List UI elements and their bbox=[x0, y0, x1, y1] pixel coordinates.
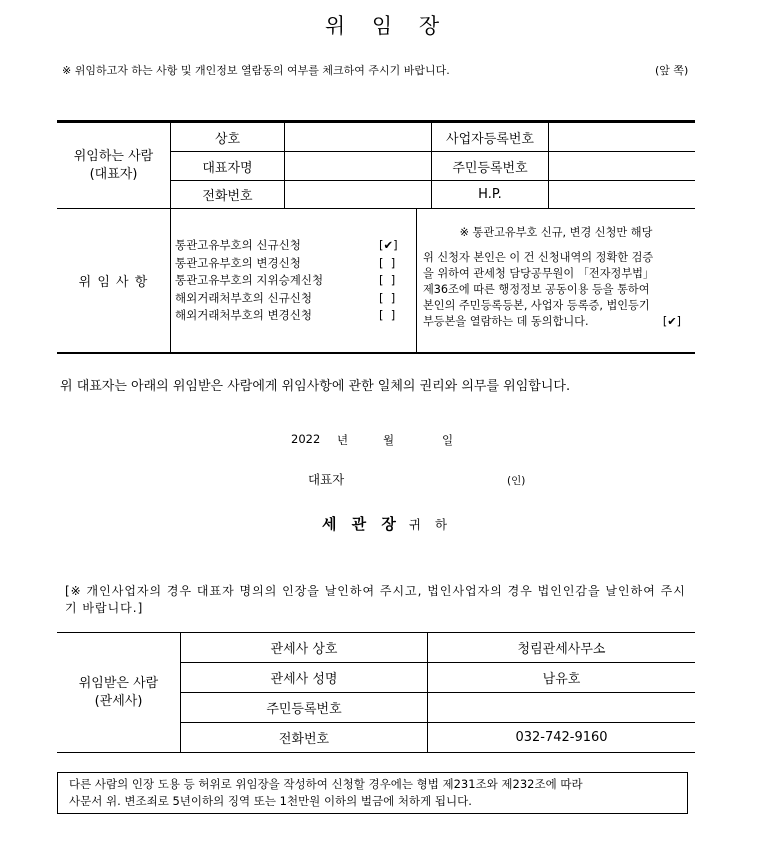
delegation-item[interactable] bbox=[175, 272, 405, 290]
delegate-label-line2: (관세사) bbox=[94, 693, 143, 709]
delegate-table bbox=[57, 632, 695, 754]
delegate-group-label bbox=[57, 633, 180, 752]
business-reg-no-label: 사업자등록번호 bbox=[446, 131, 534, 147]
item-label: 통관고유부호의 지위승계신청 bbox=[175, 273, 324, 287]
date-year[interactable]: 2022 bbox=[291, 432, 321, 446]
broker-phone-label: 전화번호 bbox=[278, 732, 330, 747]
date-day-unit: 일 bbox=[442, 433, 454, 447]
broker-resident-no-label: 주민등록번호 bbox=[266, 702, 342, 717]
item-label: 해외거래처부호의 변경신청 bbox=[175, 308, 312, 322]
broker-phone-value[interactable]: 032-742-9160 bbox=[515, 730, 608, 745]
item-checkbox[interactable]: [ ] bbox=[379, 308, 396, 322]
delegator-group-label bbox=[57, 123, 170, 208]
item-label: 통관고유부호의 신규신청 bbox=[175, 238, 301, 252]
recipient-name: 세 관 장 bbox=[321, 515, 401, 533]
item-checkbox[interactable]: [ ] bbox=[379, 290, 396, 305]
consent-line: 위 신청자 본인은 이 건 신청내역의 정확한 검증 bbox=[423, 251, 654, 264]
resident-reg-no-field[interactable] bbox=[549, 152, 695, 180]
date-month-unit: 월 bbox=[383, 433, 395, 447]
resident-reg-no-label: 주민등록번호 bbox=[452, 160, 528, 176]
broker-name-value[interactable]: 남유호 bbox=[542, 672, 581, 687]
page-side-label: (앞 쪽) bbox=[655, 64, 689, 77]
item-checkbox[interactable]: [ ] bbox=[379, 255, 396, 270]
delegator-label-line2: (대표자) bbox=[89, 166, 138, 182]
legal-warning-box bbox=[57, 772, 688, 814]
check-instruction-note: ※ 위임하고자 하는 사항 및 개인정보 열람동의 여부를 체크하여 주시기 바랍니다. bbox=[62, 64, 450, 77]
broker-firm-label: 관세사 상호 bbox=[270, 642, 338, 657]
phone-field[interactable] bbox=[285, 181, 431, 208]
delegation-items-label: 위 임 사 항 bbox=[78, 275, 149, 290]
consent-line: 제36조에 따른 행정정보 공동이용 등을 통하여 bbox=[423, 283, 650, 296]
document-title: 위 임 장 bbox=[324, 14, 450, 38]
consent-checkbox[interactable]: [✔] bbox=[662, 315, 681, 328]
date-year-unit: 년 bbox=[337, 433, 349, 447]
warning-line: 사문서 위. 변조죄로 5년이하의 징역 또는 1천만원 이하의 벌금에 처하게 됩니다. bbox=[69, 794, 472, 808]
company-name-label: 상호 bbox=[214, 131, 241, 147]
warning-line: 다른 사람의 인장 도용 등 허위로 위임장을 작성하여 신청할 경우에는 형법 제231조와 제232조에 따라 bbox=[69, 777, 583, 791]
representative-signature-label: 대표자 bbox=[308, 472, 345, 487]
seal-mark: (인) bbox=[507, 475, 526, 487]
recipient-line bbox=[0, 513, 774, 534]
representative-name-field[interactable] bbox=[285, 152, 431, 180]
delegation-item[interactable] bbox=[175, 255, 405, 273]
delegation-item[interactable] bbox=[175, 290, 405, 308]
representative-name-label: 대표자명 bbox=[202, 160, 253, 176]
delegation-statement: 위 대표자는 아래의 위임받은 사람에게 위임사항에 관한 일체의 권리와 의무를 위임합니다. bbox=[60, 379, 571, 394]
delegation-item[interactable] bbox=[175, 307, 405, 325]
consent-line: 을 위하여 관세청 담당공무원이 「전자정부법」 bbox=[423, 267, 655, 280]
seal-instruction: [※ 개인사업자의 경우 대표자 명의의 인장을 날인하여 주시고, 법인사업자의 경우 법인인감을 날인하여 주시기 바랍니다.] bbox=[65, 584, 686, 615]
col-divider bbox=[416, 208, 417, 352]
mobile-label: H.P. bbox=[478, 187, 502, 202]
phone-label: 전화번호 bbox=[202, 189, 253, 204]
company-name-field[interactable] bbox=[285, 123, 431, 151]
consent-line: 본인의 주민등록등본, 사업자 등록증, 법인등기 bbox=[423, 299, 650, 312]
broker-firm-value[interactable]: 청림관세사무소 bbox=[517, 642, 606, 657]
business-reg-no-field[interactable] bbox=[549, 123, 695, 151]
delegator-label-line1: 위임하는 사람 bbox=[73, 148, 154, 164]
table-bottom-border bbox=[57, 752, 695, 753]
delegation-items-list bbox=[175, 237, 405, 325]
item-checkbox[interactable]: [ ] bbox=[379, 273, 396, 287]
item-checkbox[interactable]: [✔] bbox=[379, 238, 398, 252]
table-bottom-border bbox=[57, 352, 695, 354]
mobile-field[interactable] bbox=[549, 181, 695, 208]
broker-name-label: 관세사 성명 bbox=[270, 672, 338, 687]
delegator-table bbox=[57, 120, 695, 354]
item-label: 통관고유부호의 변경신청 bbox=[175, 255, 301, 270]
item-label: 해외거래처부호의 신규신청 bbox=[175, 290, 312, 305]
consent-line: 부등본을 열람하는 데 동의합니다. bbox=[423, 315, 589, 328]
info-consent-block bbox=[423, 224, 689, 330]
delegation-item[interactable] bbox=[175, 237, 405, 255]
broker-resident-no-value[interactable] bbox=[428, 693, 695, 722]
consent-heading: ※ 통관고유부호 신규, 변경 신청만 해당 bbox=[459, 226, 653, 239]
recipient-honorific: 귀 하 bbox=[408, 517, 453, 532]
delegate-label-line1: 위임받은 사람 bbox=[78, 675, 159, 691]
